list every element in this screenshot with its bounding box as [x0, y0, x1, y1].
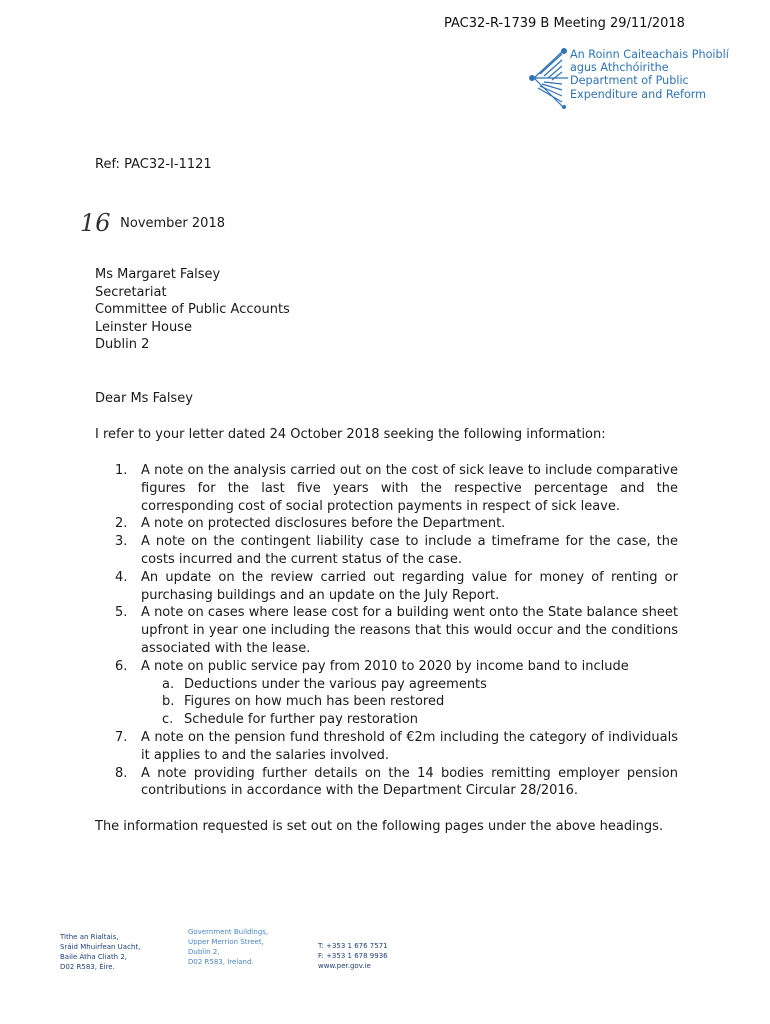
- footer-contact: [318, 941, 388, 971]
- list-item-number: 6.: [115, 658, 128, 674]
- list-item-text: A note on cases where lease cost for a building went onto the State balance sheet upfront in year one including the reasons that this would occur and the conditions associated with the lease.: [141, 605, 678, 656]
- sub-item-letter: c.: [162, 712, 174, 728]
- footer-line: Baile Átha Cliath 2,: [60, 953, 128, 961]
- meeting-reference: PAC32-R-1739 B Meeting 29/11/2018: [444, 16, 685, 31]
- address-line: Secretariat: [95, 284, 167, 300]
- list-item-text: A note on the contingent liability case to include a timeframe for the case, the costs incurred and the current status of the case.: [141, 534, 678, 567]
- list-item-number: 4.: [115, 569, 128, 585]
- list-item-text: A note on protected disclosures before the Department.: [141, 516, 506, 532]
- footer-line: Government Buildings,: [188, 928, 269, 936]
- footer-line: D02 R583, Éire.: [60, 963, 115, 971]
- date-month-year: November 2018: [120, 216, 225, 231]
- list-item-number: 3.: [115, 534, 128, 550]
- address-line: Committee of Public Accounts: [95, 302, 290, 318]
- sub-list-item: [115, 676, 678, 694]
- list-item-number: 8.: [115, 765, 128, 781]
- list-item: [115, 765, 678, 801]
- list-item-number: 1.: [115, 463, 128, 478]
- list-item: [115, 462, 678, 515]
- department-logo: [524, 44, 734, 114]
- sub-item-text: Schedule for further pay restoration: [184, 712, 418, 728]
- department-harp-logo-icon: [524, 44, 572, 114]
- footer-irish-address: [60, 932, 140, 972]
- list-item: [115, 515, 678, 533]
- list-item: [115, 658, 678, 676]
- address-line: Ms Margaret Falsey: [95, 267, 221, 282]
- sub-list-item: [115, 693, 678, 711]
- logo-text: [570, 48, 729, 101]
- footer-line: Dublin 2,: [188, 948, 220, 956]
- address-line: Dublin 2: [95, 337, 150, 353]
- list-item: [115, 604, 678, 657]
- list-item-text: A note on the pension fund threshold of €2m including the category of individuals it applies to and the salaries involved.: [141, 729, 678, 763]
- list-item-number: 7.: [115, 729, 128, 745]
- closing-paragraph: The information requested is set out on the following pages under the above headings.: [95, 819, 664, 834]
- footer-fax: F: +353 1 678 9936: [318, 952, 388, 960]
- list-item: [115, 729, 678, 765]
- footer-line: Tithe an Rialtais,: [60, 933, 119, 941]
- list-item-number: 5.: [115, 605, 128, 621]
- footer-website: www.per.gov.ie: [318, 962, 371, 970]
- sub-list-item: [115, 711, 678, 729]
- sub-item-text: Figures on how much has been restored: [184, 694, 445, 710]
- list-item-text: A note on public service pay from 2010 to 2020 by income band to include: [141, 658, 629, 674]
- list-item: [115, 533, 678, 569]
- footer-phone: T: +353 1 676 7571: [318, 942, 388, 950]
- sub-item-letter: b.: [162, 694, 175, 710]
- logo-line: Department of Public: [570, 74, 689, 88]
- list-item-text: A note providing further details on the 14 bodies remitting employer pension contributions in accordance with the Department Circular 28/2016.: [141, 765, 678, 799]
- letter-date: [80, 205, 225, 237]
- footer-line: D02 R583, Ireland.: [188, 958, 254, 966]
- handwritten-day: 16: [80, 209, 111, 237]
- logo-line: agus Athchóirithe: [570, 61, 669, 75]
- list-item: [115, 569, 678, 605]
- list-item-text: A note on the analysis carried out on the cost of sick leave to include comparative figures for the last five years with the respective percentage and the corresponding cost of social protection payments in respect of sick leave.: [141, 463, 678, 514]
- list-item-text: An update on the review carried out regarding value for money of renting or purchasing buildings and an update on the July Report.: [141, 569, 678, 603]
- footer-english-address: [188, 927, 268, 967]
- footer-line: Sráid Mhuirfean Uacht,: [60, 943, 141, 951]
- letter-reference: Ref: PAC32-I-1121: [95, 157, 212, 172]
- sub-item-text: Deductions under the various pay agreements: [184, 676, 487, 692]
- intro-paragraph: I refer to your letter dated 24 October 2018 seeking the following information:: [95, 427, 606, 442]
- logo-line: An Roinn Caiteachais Phoiblí: [570, 48, 729, 61]
- address-line: Leinster House: [95, 319, 192, 335]
- list-item-number: 2.: [115, 516, 128, 532]
- footer-line: Upper Merrion Street,: [188, 938, 264, 946]
- sub-item-letter: a.: [162, 676, 175, 692]
- requested-information-list: [115, 462, 678, 800]
- recipient-address: [95, 266, 290, 354]
- salutation: Dear Ms Falsey: [95, 391, 193, 406]
- logo-line: Expenditure and Reform: [570, 87, 707, 101]
